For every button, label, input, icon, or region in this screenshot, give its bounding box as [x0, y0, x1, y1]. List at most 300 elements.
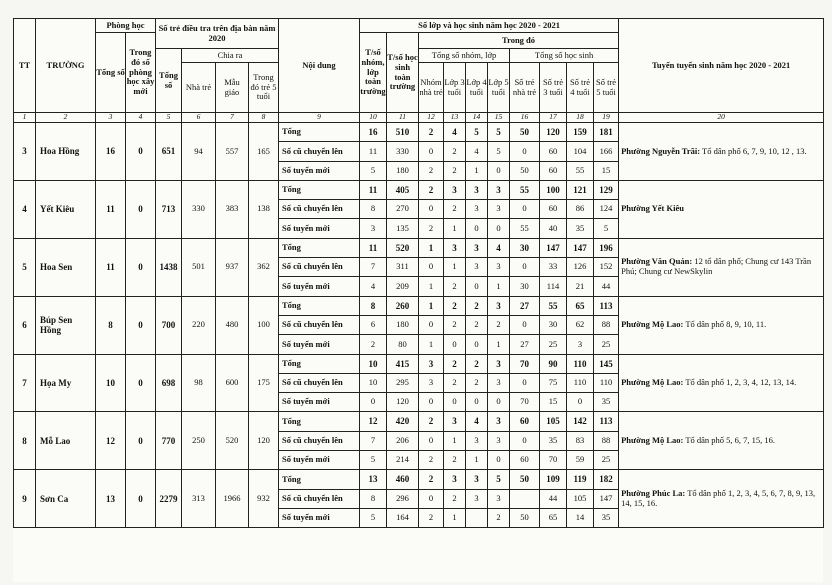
- value-cell: 80: [387, 335, 419, 354]
- value-cell: 3: [488, 373, 510, 392]
- header-dt-tong-so: Tổng số: [156, 49, 182, 113]
- row-content-label: Số tuyển mới: [279, 277, 360, 296]
- column-index-cell: 4: [126, 113, 156, 123]
- value-cell: 0: [510, 200, 540, 219]
- school-name-cell: Búp Sen Hồng: [36, 296, 96, 354]
- enrollment-area-note: [619, 296, 824, 354]
- value-cell: 25: [540, 335, 567, 354]
- value-cell: 0: [444, 393, 466, 412]
- value-cell: 3: [466, 470, 488, 489]
- value-cell: 181: [594, 123, 619, 142]
- area-detail: 12 tổ dân phố; Chung cư 143 Trần Phú; Chung cư NewSkylin: [621, 256, 812, 277]
- value-cell: 3: [419, 373, 444, 392]
- row-content-label: Số cũ chuyển lên: [279, 142, 360, 161]
- value-cell: 7: [360, 431, 387, 450]
- rooms-new-cell: 0: [126, 296, 156, 354]
- survey-total-cell: 700: [156, 296, 182, 354]
- school-tt-cell: 7: [14, 354, 36, 412]
- column-index-cell: 10: [360, 113, 387, 123]
- table-row: [14, 354, 824, 373]
- row-content-label: Số tuyển mới: [279, 219, 360, 238]
- value-cell: 182: [594, 470, 619, 489]
- value-cell: 7: [360, 258, 387, 277]
- column-index-cell: 3: [96, 113, 126, 123]
- school-tt-cell: 5: [14, 238, 36, 296]
- value-cell: [510, 489, 540, 508]
- value-cell: 296: [387, 489, 419, 508]
- value-cell: 1: [466, 161, 488, 180]
- value-cell: 50: [510, 161, 540, 180]
- survey-kindergarten-cell: 600: [216, 354, 249, 412]
- value-cell: 3: [466, 489, 488, 508]
- rooms-total-cell: 13: [96, 470, 126, 528]
- value-cell: 0: [488, 451, 510, 470]
- rooms-total-cell: 11: [96, 238, 126, 296]
- value-cell: 0: [419, 200, 444, 219]
- value-cell: 4: [360, 277, 387, 296]
- school-tt-cell: 8: [14, 412, 36, 470]
- value-cell: 35: [540, 431, 567, 450]
- header-so-tre-nha-tre: Số trẻ nhà trẻ: [510, 63, 540, 113]
- value-cell: 3: [488, 354, 510, 373]
- value-cell: 27: [510, 335, 540, 354]
- value-cell: 88: [594, 431, 619, 450]
- school-tt-cell: 4: [14, 180, 36, 238]
- value-cell: 3: [466, 258, 488, 277]
- column-index-cell: 20: [619, 113, 824, 123]
- area-ward-name: Phường Mộ Lao:: [621, 377, 684, 388]
- value-cell: 2: [444, 296, 466, 315]
- value-cell: 2: [419, 123, 444, 142]
- value-cell: 1: [444, 431, 466, 450]
- survey-total-cell: 698: [156, 354, 182, 412]
- value-cell: 1: [488, 277, 510, 296]
- table-row: [14, 296, 824, 315]
- rooms-new-cell: 0: [126, 123, 156, 181]
- survey-kindergarten-cell: 1966: [216, 470, 249, 528]
- value-cell: 3: [488, 489, 510, 508]
- value-cell: 180: [387, 161, 419, 180]
- header-tt: TT: [14, 19, 36, 113]
- column-index-cell: 8: [249, 113, 279, 123]
- row-content-label: Tổng: [279, 123, 360, 142]
- value-cell: 104: [567, 142, 594, 161]
- column-index-cell: 17: [540, 113, 567, 123]
- value-cell: 1: [444, 508, 466, 527]
- value-cell: 206: [387, 431, 419, 450]
- survey-age5-cell: 932: [249, 470, 279, 528]
- row-content-label: Số tuyển mới: [279, 335, 360, 354]
- row-content-label: Số cũ chuyển lên: [279, 200, 360, 219]
- column-index-cell: 9: [279, 113, 360, 123]
- column-index-cell: 6: [182, 113, 216, 123]
- survey-total-cell: 651: [156, 123, 182, 181]
- row-content-label: Số tuyển mới: [279, 451, 360, 470]
- value-cell: 0: [419, 431, 444, 450]
- value-cell: 10: [360, 354, 387, 373]
- value-cell: 2: [444, 373, 466, 392]
- value-cell: 0: [419, 393, 444, 412]
- row-content-label: Số cũ chuyển lên: [279, 431, 360, 450]
- school-name-cell: Mỗ Lao: [36, 412, 96, 470]
- header-trong-do: Trong đó: [419, 33, 619, 49]
- value-cell: 3: [419, 354, 444, 373]
- value-cell: 0: [419, 142, 444, 161]
- survey-age5-cell: 138: [249, 180, 279, 238]
- header-tuyen-sinh: Tuyến tuyển sinh năm học 2020 - 2021: [619, 19, 824, 113]
- value-cell: 70: [510, 354, 540, 373]
- value-cell: 44: [540, 489, 567, 508]
- survey-total-cell: 1438: [156, 238, 182, 296]
- survey-nursery-cell: 220: [182, 296, 216, 354]
- value-cell: 60: [540, 200, 567, 219]
- value-cell: 1: [444, 258, 466, 277]
- header-tre5: Trong đó trẻ 5 tuổi: [249, 63, 279, 113]
- value-cell: 60: [540, 161, 567, 180]
- header-truong: TRƯỜNG: [36, 19, 96, 113]
- value-cell: 520: [387, 238, 419, 257]
- value-cell: 3: [466, 180, 488, 199]
- value-cell: 1: [419, 335, 444, 354]
- value-cell: 129: [594, 180, 619, 199]
- survey-nursery-cell: 94: [182, 123, 216, 181]
- column-index-cell: 15: [488, 113, 510, 123]
- row-content-label: Số tuyển mới: [279, 393, 360, 412]
- value-cell: 114: [540, 277, 567, 296]
- value-cell: 1: [419, 296, 444, 315]
- area-detail: Tổ dân phố 1, 2, 3, 4, 12, 13, 14.: [683, 377, 797, 388]
- value-cell: 3: [444, 412, 466, 431]
- value-cell: 0: [466, 335, 488, 354]
- value-cell: 50: [510, 123, 540, 142]
- area-detail: Tổ dân phố 5, 6, 7, 15, 16.: [683, 435, 776, 446]
- row-content-label: Số cũ chuyển lên: [279, 489, 360, 508]
- value-cell: 3: [488, 431, 510, 450]
- value-cell: 420: [387, 412, 419, 431]
- value-cell: 1: [444, 219, 466, 238]
- value-cell: 113: [594, 412, 619, 431]
- column-index-row: [14, 113, 824, 123]
- row-content-label: Tổng: [279, 180, 360, 199]
- value-cell: 0: [466, 393, 488, 412]
- value-cell: 3: [444, 180, 466, 199]
- survey-age5-cell: 175: [249, 354, 279, 412]
- survey-kindergarten-cell: 557: [216, 123, 249, 181]
- value-cell: 2: [444, 315, 466, 334]
- school-name-cell: Hoa Sen: [36, 238, 96, 296]
- value-cell: 2: [444, 200, 466, 219]
- value-cell: 30: [510, 238, 540, 257]
- value-cell: 15: [540, 393, 567, 412]
- header-so-tre5: Số trẻ 5 tuổi: [594, 63, 619, 113]
- school-tt-cell: 6: [14, 296, 36, 354]
- value-cell: 0: [510, 142, 540, 161]
- survey-total-cell: 770: [156, 412, 182, 470]
- value-cell: 27: [510, 296, 540, 315]
- rooms-new-cell: 0: [126, 470, 156, 528]
- value-cell: 510: [387, 123, 419, 142]
- value-cell: 5: [488, 470, 510, 489]
- value-cell: 2: [419, 180, 444, 199]
- value-cell: 2: [466, 315, 488, 334]
- rooms-total-cell: 11: [96, 180, 126, 238]
- value-cell: 124: [594, 200, 619, 219]
- value-cell: 0: [488, 219, 510, 238]
- column-index-cell: 13: [444, 113, 466, 123]
- value-cell: 25: [594, 451, 619, 470]
- value-cell: 460: [387, 470, 419, 489]
- value-cell: 2: [488, 315, 510, 334]
- value-cell: 0: [567, 393, 594, 412]
- value-cell: 5: [360, 508, 387, 527]
- row-content-label: Tổng: [279, 470, 360, 489]
- value-cell: 0: [466, 219, 488, 238]
- survey-age5-cell: 120: [249, 412, 279, 470]
- rooms-total-cell: 8: [96, 296, 126, 354]
- value-cell: 1: [466, 451, 488, 470]
- value-cell: 55: [567, 161, 594, 180]
- school-name-cell: Hoa Hồng: [36, 123, 96, 181]
- value-cell: 50: [510, 508, 540, 527]
- value-cell: 260: [387, 296, 419, 315]
- value-cell: 152: [594, 258, 619, 277]
- value-cell: 88: [594, 315, 619, 334]
- value-cell: 147: [540, 238, 567, 257]
- value-cell: 0: [419, 489, 444, 508]
- value-cell: 35: [594, 508, 619, 527]
- value-cell: 83: [567, 431, 594, 450]
- value-cell: 44: [594, 277, 619, 296]
- value-cell: 33: [540, 258, 567, 277]
- survey-age5-cell: 100: [249, 296, 279, 354]
- row-content-label: Số cũ chuyển lên: [279, 258, 360, 277]
- column-index-cell: 12: [419, 113, 444, 123]
- value-cell: 11: [360, 180, 387, 199]
- table-row: [14, 470, 824, 489]
- rooms-new-cell: 0: [126, 180, 156, 238]
- value-cell: 5: [488, 142, 510, 161]
- value-cell: 59: [567, 451, 594, 470]
- value-cell: 2: [466, 296, 488, 315]
- enrollment-area-note: [619, 123, 824, 181]
- value-cell: 60: [510, 412, 540, 431]
- value-cell: 30: [540, 315, 567, 334]
- value-cell: 110: [594, 373, 619, 392]
- value-cell: 1: [419, 277, 444, 296]
- value-cell: 2: [444, 142, 466, 161]
- value-cell: 4: [466, 412, 488, 431]
- value-cell: 180: [387, 315, 419, 334]
- value-cell: 14: [567, 508, 594, 527]
- value-cell: 90: [540, 354, 567, 373]
- column-index-cell: 2: [36, 113, 96, 123]
- value-cell: 105: [567, 489, 594, 508]
- value-cell: 113: [594, 296, 619, 315]
- header-ph-xay-moi: Trong đó số phòng học xây mới: [126, 33, 156, 113]
- value-cell: 0: [510, 315, 540, 334]
- row-content-label: Số cũ chuyển lên: [279, 315, 360, 334]
- value-cell: 295: [387, 373, 419, 392]
- survey-total-cell: 2279: [156, 470, 182, 528]
- value-cell: 2: [419, 470, 444, 489]
- value-cell: 135: [387, 219, 419, 238]
- header-ph-tong-so: Tổng số: [96, 33, 126, 113]
- enrollment-area-note: [619, 238, 824, 296]
- value-cell: 100: [540, 180, 567, 199]
- value-cell: 5: [360, 451, 387, 470]
- value-cell: 120: [540, 123, 567, 142]
- enrollment-area-note: [619, 412, 824, 470]
- value-cell: 0: [510, 258, 540, 277]
- value-cell: 405: [387, 180, 419, 199]
- enrollment-table: [13, 18, 824, 528]
- area-detail: Tổ dân phố 6, 7, 9, 10, 12 , 13.: [700, 145, 807, 156]
- column-index-cell: 14: [466, 113, 488, 123]
- value-cell: 40: [540, 219, 567, 238]
- value-cell: 4: [444, 123, 466, 142]
- value-cell: 2: [444, 277, 466, 296]
- area-ward-name: Phường Nguyễn Trãi:: [621, 145, 701, 156]
- value-cell: 196: [594, 238, 619, 257]
- survey-kindergarten-cell: 520: [216, 412, 249, 470]
- value-cell: 3: [567, 335, 594, 354]
- survey-nursery-cell: 501: [182, 238, 216, 296]
- value-cell: 86: [567, 200, 594, 219]
- header-ts-nhom: T/số nhóm, lớp toàn trường: [360, 33, 387, 113]
- value-cell: 1: [488, 335, 510, 354]
- area-detail: Tổ dân phố 8, 9, 10, 11.: [683, 319, 767, 330]
- value-cell: 50: [510, 470, 540, 489]
- value-cell: 0: [360, 393, 387, 412]
- survey-kindergarten-cell: 937: [216, 238, 249, 296]
- header-chia-ra: Chia ra: [182, 49, 279, 63]
- row-content-label: Tổng: [279, 412, 360, 431]
- value-cell: 5: [594, 219, 619, 238]
- value-cell: 110: [567, 354, 594, 373]
- header-nhom-nha-tre: Nhóm nhà trẻ: [419, 63, 444, 113]
- column-index-cell: 16: [510, 113, 540, 123]
- value-cell: 2: [419, 451, 444, 470]
- area-ward-name: Phường Mộ Lao:: [621, 435, 684, 446]
- header-mau-giao: Mẫu giáo: [216, 63, 249, 113]
- value-cell: 5: [360, 161, 387, 180]
- header-tong-so-hoc-sinh: Tổng số học sinh: [510, 49, 619, 63]
- header-lop4: Lớp 4 tuổi: [466, 63, 488, 113]
- value-cell: 2: [444, 354, 466, 373]
- column-index-cell: 1: [14, 113, 36, 123]
- area-ward-name: Phường Văn Quán:: [621, 256, 693, 267]
- value-cell: 2: [466, 354, 488, 373]
- table-header: [14, 19, 824, 113]
- survey-nursery-cell: 330: [182, 180, 216, 238]
- value-cell: 12: [360, 412, 387, 431]
- value-cell: 0: [466, 277, 488, 296]
- rooms-total-cell: 10: [96, 354, 126, 412]
- header-so-tre-dieu-tra: Số trẻ điều tra trên địa bàn năm 2020: [156, 19, 279, 49]
- header-so-tre3: Số trẻ 3 tuổi: [540, 63, 567, 113]
- value-cell: 10: [360, 373, 387, 392]
- value-cell: 13: [360, 470, 387, 489]
- value-cell: 311: [387, 258, 419, 277]
- value-cell: 30: [510, 277, 540, 296]
- value-cell: 65: [540, 508, 567, 527]
- area-detail: Tổ dân phố 1, 2, 3, 4, 5, 6, 7, 8, 9, 13, 14, 15, 16.: [621, 488, 816, 508]
- value-cell: 5: [488, 123, 510, 142]
- survey-nursery-cell: 313: [182, 470, 216, 528]
- table-body: [14, 113, 824, 528]
- value-cell: 0: [510, 431, 540, 450]
- value-cell: 3: [488, 412, 510, 431]
- value-cell: 6: [360, 315, 387, 334]
- value-cell: 109: [540, 470, 567, 489]
- enrollment-area-note: [619, 180, 824, 238]
- value-cell: 60: [510, 451, 540, 470]
- value-cell: 0: [488, 393, 510, 412]
- column-index-cell: 5: [156, 113, 182, 123]
- value-cell: 75: [540, 373, 567, 392]
- rooms-new-cell: 0: [126, 238, 156, 296]
- value-cell: 2: [444, 161, 466, 180]
- value-cell: 0: [419, 258, 444, 277]
- area-ward-name: Phường Phúc La:: [621, 488, 686, 499]
- survey-nursery-cell: 98: [182, 354, 216, 412]
- value-cell: 142: [567, 412, 594, 431]
- value-cell: 126: [567, 258, 594, 277]
- value-cell: 16: [360, 123, 387, 142]
- header-lop5: Lớp 5 tuổi: [488, 63, 510, 113]
- row-content-label: Tổng: [279, 296, 360, 315]
- value-cell: 15: [594, 161, 619, 180]
- value-cell: 3: [466, 431, 488, 450]
- column-index-cell: 11: [387, 113, 419, 123]
- header-nha-tre: Nhà trẻ: [182, 63, 216, 113]
- value-cell: 159: [567, 123, 594, 142]
- value-cell: 4: [466, 142, 488, 161]
- value-cell: 25: [594, 335, 619, 354]
- survey-total-cell: 713: [156, 180, 182, 238]
- value-cell: [466, 508, 488, 527]
- value-cell: 21: [567, 277, 594, 296]
- header-so-tre4: Số trẻ 4 tuổi: [567, 63, 594, 113]
- value-cell: 8: [360, 296, 387, 315]
- value-cell: 209: [387, 277, 419, 296]
- value-cell: 166: [594, 142, 619, 161]
- value-cell: 35: [567, 219, 594, 238]
- value-cell: 55: [540, 296, 567, 315]
- survey-kindergarten-cell: 383: [216, 180, 249, 238]
- value-cell: 147: [594, 489, 619, 508]
- rooms-total-cell: 16: [96, 123, 126, 181]
- value-cell: 415: [387, 354, 419, 373]
- survey-nursery-cell: 250: [182, 412, 216, 470]
- school-name-cell: Họa My: [36, 354, 96, 412]
- value-cell: 330: [387, 142, 419, 161]
- value-cell: 3: [444, 470, 466, 489]
- value-cell: 4: [488, 238, 510, 257]
- header-noi-dung: Nội dung: [279, 19, 360, 113]
- value-cell: 55: [510, 219, 540, 238]
- value-cell: 214: [387, 451, 419, 470]
- table-row: [14, 123, 824, 142]
- school-name-cell: Yết Kiêu: [36, 180, 96, 238]
- header-ts-hoc-sinh: T/số học sinh toàn trường: [387, 33, 419, 113]
- rooms-total-cell: 12: [96, 412, 126, 470]
- value-cell: 2: [444, 451, 466, 470]
- area-ward-name: Phường Mộ Lao:: [621, 319, 684, 330]
- value-cell: 2: [444, 489, 466, 508]
- value-cell: 70: [540, 451, 567, 470]
- value-cell: 0: [419, 315, 444, 334]
